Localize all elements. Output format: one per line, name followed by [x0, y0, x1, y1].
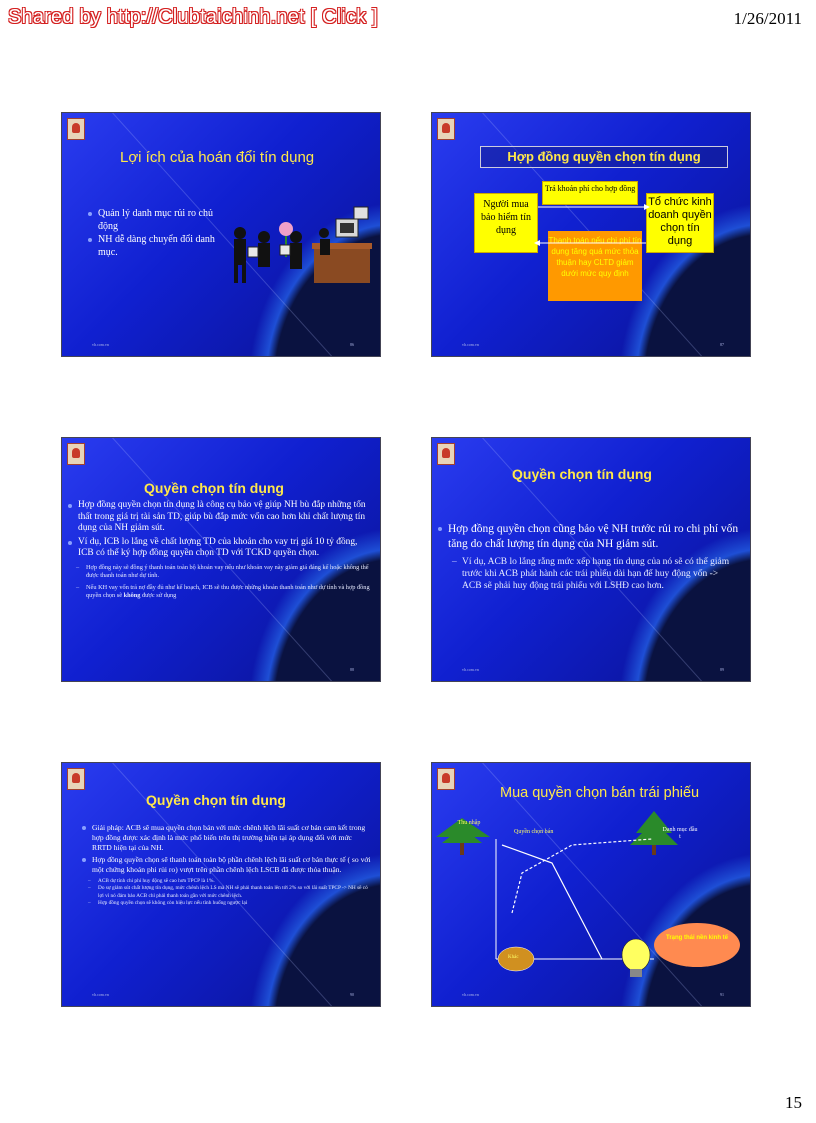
- slide-90: [61, 762, 381, 1007]
- slide-title: Quyền chọn tín dụng: [512, 466, 652, 482]
- bank-logo-icon: [67, 118, 85, 140]
- shared-by-link[interactable]: Shared by http://Clubtaichinh.net [ Click ]: [8, 6, 378, 28]
- slide-body: [82, 823, 372, 908]
- slide-number: 89: [720, 667, 724, 672]
- buyer-box: Người mua bảo hiểm tín dụng: [474, 193, 538, 253]
- slide-footer-left: vh.com.vn: [462, 992, 479, 997]
- bullet-item: NH dễ dàng chuyển đổi danh mục.: [88, 233, 218, 259]
- sub-item-tail: được sử dụng: [140, 592, 177, 599]
- slide-89: [431, 437, 751, 682]
- slide-body: [438, 522, 742, 592]
- economy-state-cloud: Trạng thái nền kinh tế: [654, 923, 740, 967]
- put-payoff-line: [502, 845, 602, 959]
- slide-footer-left: vh.com.vn: [92, 342, 109, 347]
- lightbulb-icon: [622, 939, 650, 971]
- sub-item: – Hợp đồng quyền chọn sẽ không còn hiệu lực nếu tình huống ngược lại: [86, 900, 372, 907]
- bullet-item: Ví dụ, ICB lo lắng về chất lượng TD của khoản cho vay trị giá 10 tỷ đồng, ICB có thể ký hợp đồng quyền chọn TD với TCKD quyền chọn.: [68, 537, 374, 560]
- slide-87: [431, 112, 751, 357]
- slide-91: [431, 762, 751, 1007]
- portfolio-line: [512, 839, 652, 913]
- slide-title: Lợi ích của hoán đổi tín dụng: [120, 149, 315, 166]
- seller-box: Tổ chức kinh doanh quyền chọn tín dụng: [646, 193, 714, 253]
- sub-item-text: Nếu KH vay vốn trả nợ đầy đủ như kế hoạch, ICB sẽ thu được những khoản thanh toán như dự tính và hợp đồng quyền chọn sẽ: [86, 583, 370, 599]
- slide-body: [88, 207, 218, 259]
- slide-title: Quyền chọn tín dụng: [144, 480, 284, 496]
- print-date: 1/26/2011: [733, 9, 802, 28]
- slide-number: 90: [350, 992, 354, 997]
- business-people-clipart: [224, 199, 374, 289]
- sub-item: – ACB dự tính chi phí huy động sẽ cao hơn TPCP là 1%.: [86, 878, 372, 885]
- slide-number: 91: [720, 992, 724, 997]
- slide-footer-left: vh.com.vn: [92, 992, 109, 997]
- premium-label: Quyền chọn bán: [514, 829, 554, 835]
- loss-label: Khác: [508, 955, 519, 960]
- bank-logo-icon: [437, 443, 455, 465]
- flow-arrows: [432, 113, 750, 356]
- put-option-payoff-diagram: [432, 763, 750, 1006]
- slide-title: Mua quyền chọn bán trái phiếu: [500, 785, 700, 801]
- slide-number: 88: [350, 667, 354, 672]
- slide-title: Hợp đồng quyền chọn tín dụng: [480, 146, 728, 168]
- payment-box: Thanh toán nếu chi phí tín dụng tăng quá mức thỏa thuận hay CLTD giảm dưới mức quy định: [548, 231, 642, 301]
- page-number: 15: [785, 1093, 802, 1112]
- slide-body: [68, 500, 374, 601]
- bullet-item: Hợp đồng quyền chọn sẽ thanh toán toàn bộ phần chênh lệch lãi suất cơ bản thực tế ( so với một chứng khoán phi rủi ro) vượt trên phần chênh lệch LSCB đã được thỏa thuận.: [82, 855, 372, 875]
- bullet-item: Quản lý danh mục rủi ro chủ động: [88, 207, 218, 233]
- bank-logo-icon: [67, 443, 85, 465]
- slide-footer-left: vh.com.vn: [462, 667, 479, 672]
- sub-item: [74, 584, 374, 601]
- slide-number: 87: [720, 342, 724, 347]
- sub-item: – Do sự giảm sút chất lượng tín dụng, mức chênh lệch LS mà NH sẽ phải thanh toán lên tới 2% so với lãi suất TPCP -> NH sẽ có lợi vì nó đảm bảo ACB chỉ phải thanh toán gần với mức chênh lệch.: [86, 885, 372, 900]
- sub-item: – Hợp đồng này sẽ đồng ý thanh toán toàn bộ khoản vay nếu như khoản vay này giảm giá đáng kể hoặc không thể được thanh toán như dự tính.: [74, 564, 374, 581]
- slide-88: [61, 437, 381, 682]
- sub-item-emphasis: không: [123, 592, 141, 599]
- bank-logo-icon: [67, 768, 85, 790]
- fee-box: Trả khoản phí cho hợp đồng: [542, 181, 638, 205]
- income-label: Thu nhập: [457, 820, 481, 826]
- bullet-item: Hợp đồng quyền chọn tín dụng là công cụ bảo vệ giúp NH bù đắp những tổn thất trong giá trị tài sản TD, giúp bù đắp mức vốn cao hơn khi chất lượng tín dụng của NH giảm sút.: [68, 500, 374, 535]
- slide-footer-left: vh.com.vn: [462, 342, 479, 347]
- bullet-item: Giải pháp: ACB sẽ mua quyền chọn bán với mức chênh lệch lãi suất cơ bản cam kết trong hợp đồng được xác định là mức phổ biến trên thị trường hiện tại áp dụng đối với mức RRTD hiện tại của NH.: [82, 823, 372, 853]
- sub-item: – Ví dụ, ACB lo lắng rằng mức xếp hạng tín dụng của nó sẽ có thể giảm trước khi ACB phát hành các trái phiếu dài hạn để huy động vốn -> ACB sẽ phải huy động trái phiếu với LSHĐ cao hơn.: [450, 556, 742, 592]
- slide-number: 86: [350, 342, 354, 347]
- bullet-item: Hợp đồng quyền chọn cũng bảo vệ NH trước rủi ro chi phí vốn tăng do chất lượng tín dụng của NH giảm sút.: [438, 522, 742, 552]
- portfolio-label: Danh mục đầu t: [662, 827, 698, 840]
- slide-86: [61, 112, 381, 357]
- slide-title: Quyền chọn tín dụng: [146, 792, 286, 808]
